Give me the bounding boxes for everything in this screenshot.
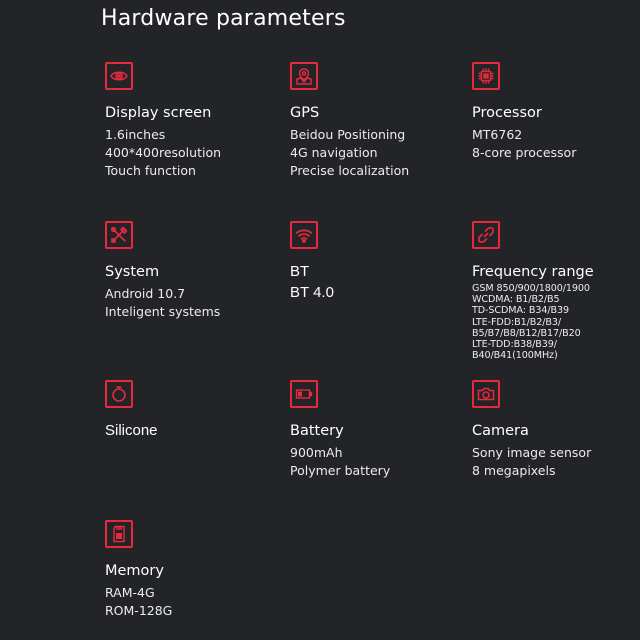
spec-line: Touch function bbox=[105, 163, 196, 178]
spec-line: 8-core processor bbox=[472, 145, 577, 160]
spec-line: 8 megapixels bbox=[472, 463, 556, 478]
spec-line: Sony image sensor bbox=[472, 445, 592, 460]
spec-line: Polymer battery bbox=[290, 463, 391, 478]
battery-icon bbox=[290, 380, 318, 408]
spec-label: Processor bbox=[472, 105, 542, 121]
spec-system bbox=[105, 221, 285, 321]
spec-line: LTE-TDD:B38/B39/ bbox=[472, 339, 557, 351]
spec-gps bbox=[290, 62, 470, 180]
spec-label: Frequency range bbox=[472, 264, 594, 280]
spec-label: Battery bbox=[290, 423, 344, 439]
spec-line: Android 10.7 bbox=[105, 286, 186, 301]
spec-line: MT6762 bbox=[472, 127, 523, 142]
spec-label: System bbox=[105, 264, 160, 280]
tools-icon bbox=[105, 221, 133, 249]
eye-icon bbox=[105, 62, 133, 90]
spec-line: WCDMA: B1/B2/B5 bbox=[472, 294, 560, 306]
spec-line: Precise localization bbox=[290, 163, 410, 178]
spec-line: 400*400resolution bbox=[105, 145, 222, 160]
spec-label: Display screen bbox=[105, 105, 212, 121]
cpu-chip-icon bbox=[472, 62, 500, 90]
sd-card-icon bbox=[105, 520, 133, 548]
map-pin-icon bbox=[290, 62, 318, 90]
spec-camera bbox=[472, 380, 640, 480]
stopwatch-icon bbox=[105, 380, 133, 408]
spec-frequency-range bbox=[472, 221, 640, 361]
spec-line: ROM-128G bbox=[105, 603, 173, 618]
spec-line: TD-SCDMA: B34/B39 bbox=[472, 305, 569, 317]
spec-line: RAM-4G bbox=[105, 585, 155, 600]
spec-line: B5/B7/B8/B12/B17/B20 bbox=[472, 327, 581, 339]
spec-line: 900mAh bbox=[290, 445, 343, 460]
spec-label: Silicone bbox=[105, 422, 158, 439]
spec-line: Beidou Positioning bbox=[290, 127, 406, 142]
spec-label: GPS bbox=[290, 105, 320, 121]
spec-memory bbox=[105, 520, 285, 620]
spec-line: 1.6inches bbox=[105, 127, 166, 142]
spec-battery bbox=[290, 380, 470, 480]
spec-line: LTE-FDD:B1/B2/B3/ bbox=[472, 316, 561, 328]
spec-line: Inteligent systems bbox=[105, 304, 221, 319]
spec-line: GSM 850/900/1800/1900 bbox=[472, 283, 590, 294]
spec-processor bbox=[472, 62, 640, 162]
camera-icon bbox=[472, 380, 500, 408]
page-title: Hardware parameters bbox=[101, 6, 346, 31]
spec-label: Camera bbox=[472, 423, 529, 439]
spec-line: B40/B41(100MHz) bbox=[472, 350, 558, 362]
spec-line: BT 4.0 bbox=[290, 284, 334, 301]
spec-silicone bbox=[105, 380, 285, 440]
spec-bt bbox=[290, 221, 470, 302]
spec-line: 4G navigation bbox=[290, 145, 378, 160]
spec-label: Memory bbox=[105, 563, 164, 579]
spec-label: BT bbox=[290, 263, 310, 280]
wifi-icon bbox=[290, 221, 318, 249]
link-icon bbox=[472, 221, 500, 249]
spec-display-screen bbox=[105, 62, 285, 180]
